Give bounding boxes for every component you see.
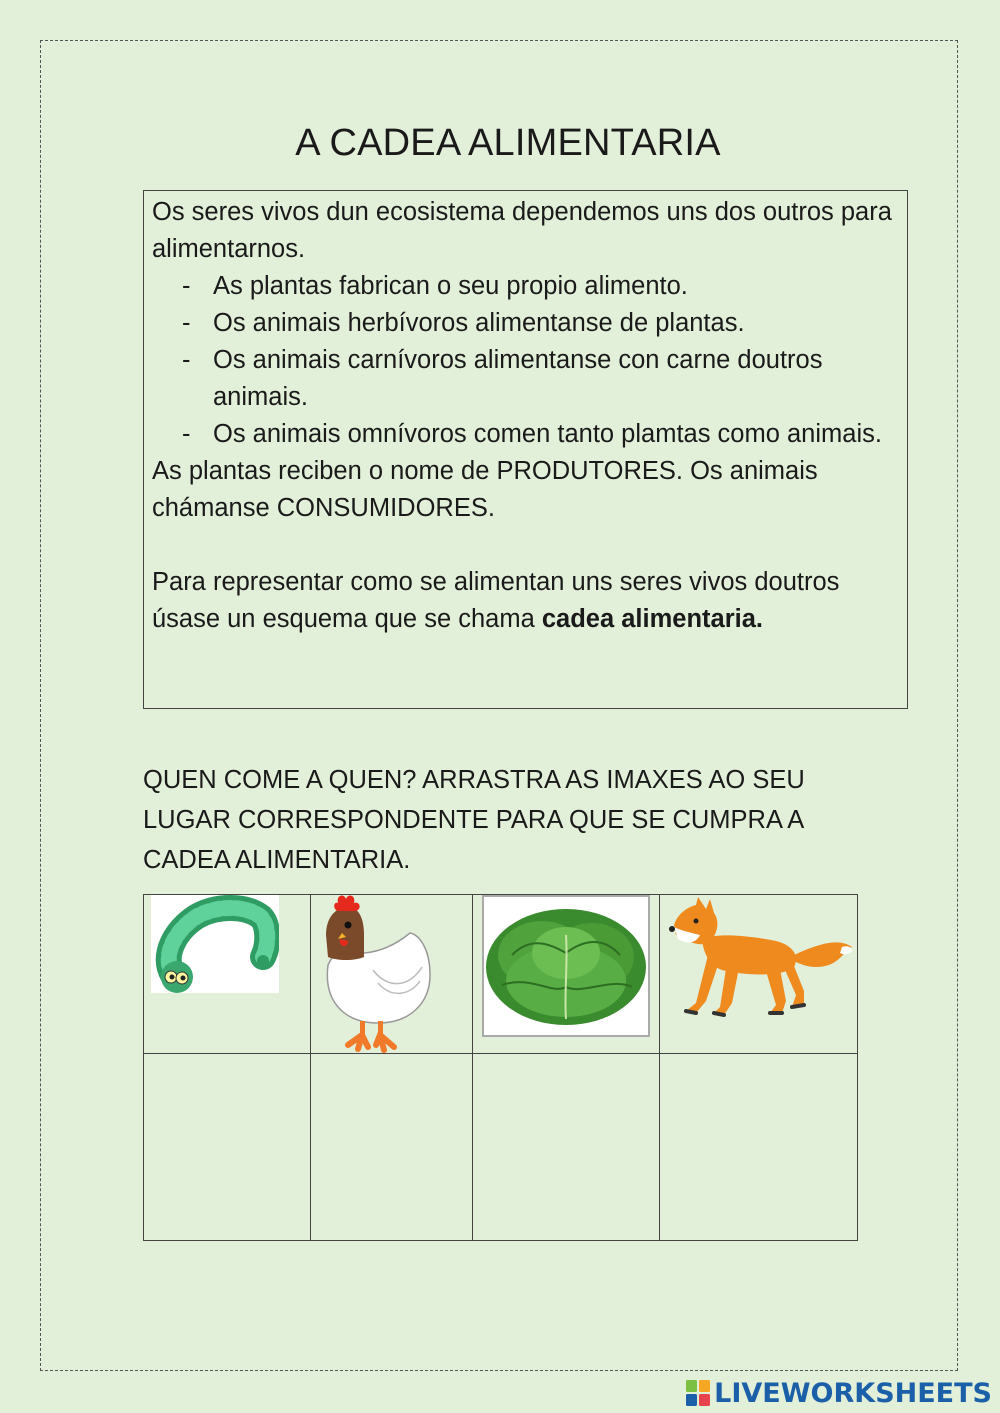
- chain-definition: Para representar como se alimentan uns seres vivos doutros úsase un esquema que se chama cadea alimentaria.: [152, 568, 840, 633]
- fox-icon[interactable]: [666, 895, 856, 1023]
- liveworksheets-logo-icon: [686, 1380, 710, 1406]
- hen-icon[interactable]: [318, 895, 434, 1053]
- image-cell: [311, 895, 473, 1054]
- list-item: - Os animais omnívoros comen tanto plamtas como animais.: [182, 420, 882, 448]
- intro-text: Os seres vivos dun ecosistema dependemos uns dos outros para alimentarnos.: [152, 198, 892, 263]
- image-cell: [660, 895, 858, 1054]
- image-cell: [473, 895, 660, 1054]
- brand-logo: [686, 1376, 992, 1410]
- caterpillar-icon[interactable]: [151, 895, 279, 993]
- brand-text: LIVEWORKSHEETS: [714, 1377, 992, 1409]
- bullet-list: [152, 268, 899, 453]
- instructions: QUEN COME A QUEN? ARRASTRA AS IMAXES AO SEU LUGAR CORRESPONDENTE PARA QUE SE CUMPRA A CADEA ALIMENTARIA.: [143, 766, 805, 874]
- drop-zone[interactable]: [660, 1054, 858, 1241]
- drop-zone[interactable]: [311, 1054, 473, 1241]
- lettuce-icon[interactable]: [482, 895, 650, 1037]
- food-chain-grid: [143, 894, 858, 1241]
- producers-text: As plantas reciben o nome de PRODUTORES. Os animais chámanse CONSUMIDORES.: [152, 457, 818, 522]
- drop-zone[interactable]: [144, 1054, 311, 1241]
- page-title: A CADEA ALIMENTARIA: [295, 122, 721, 164]
- list-item: - Os animais carnívoros alimentanse con carne doutros animais.: [182, 346, 823, 411]
- list-item: - Os animais herbívoros alimentanse de plantas.: [182, 309, 745, 337]
- list-item: - As plantas fabrican o seu propio alimento.: [182, 272, 688, 300]
- chain-term: cadea alimentaria.: [541, 605, 763, 633]
- image-cell: [144, 895, 311, 1054]
- info-box: [143, 190, 908, 709]
- drop-zone[interactable]: [473, 1054, 660, 1241]
